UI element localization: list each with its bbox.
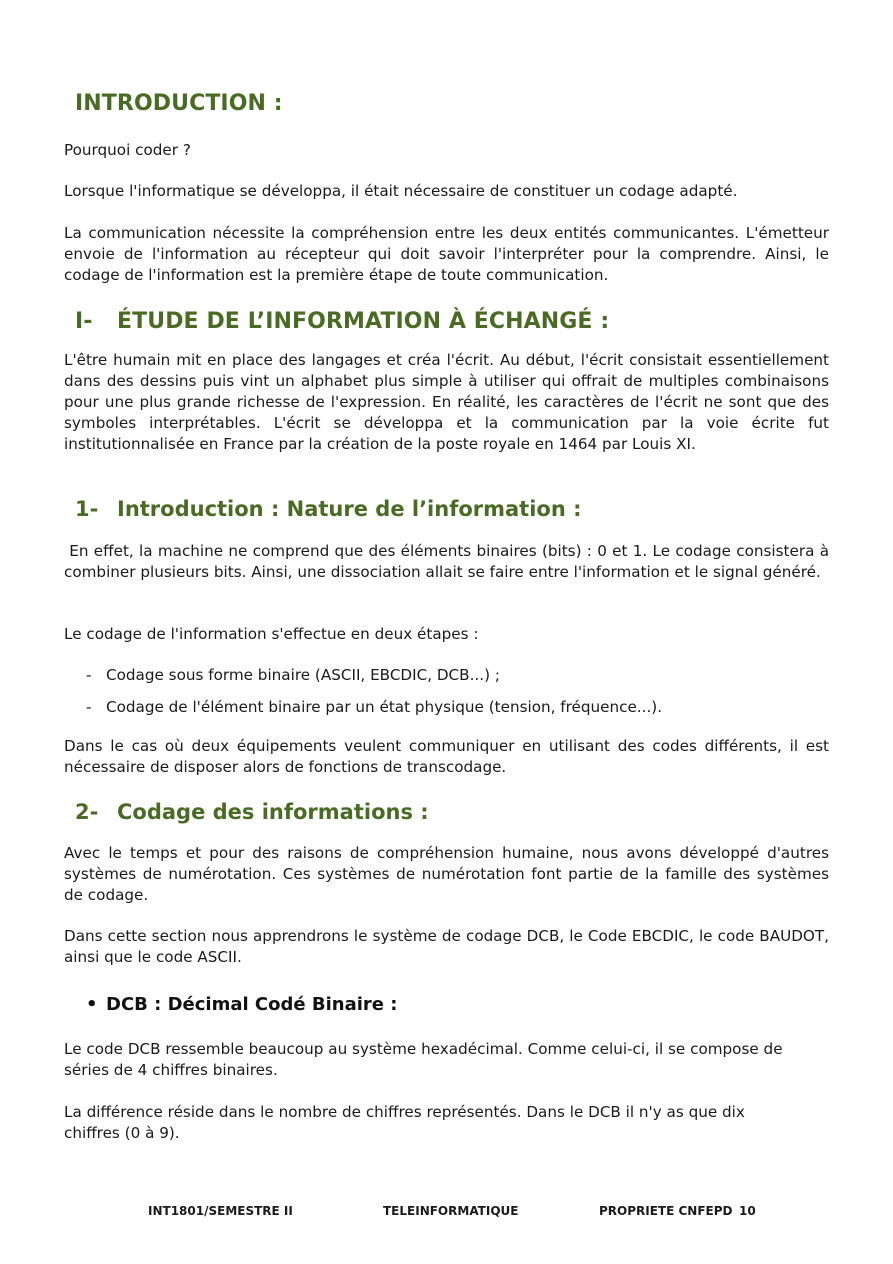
subsection-1-title: Introduction : Nature de l’information : xyxy=(117,497,582,521)
subsection-1-paragraph-3: Dans le cas où deux équipements veulent communiquer en utilisant des codes différents, il est nécessaire de disposer alors de fonctions de transcodage. xyxy=(64,737,829,776)
section-1-paragraph: L'être humain mit en place des langages et créa l'écrit. Au début, l'écrit consistait essentiellement dans des dessins puis vint un alphabet plus simple à utiliser qui offrait de multiples combinaisons pour une plus grande richesse de l'expression. En réalité, les caractères de l'écrit ne sont que des symboles interprétables. L'écrit se développa et la communication par la voie écrite fut institutionnalisée en France par la création de la poste royale en 1464 par Louis XI. xyxy=(64,351,829,453)
section-1-title: ÉTUDE DE L’INFORMATION À ÉCHANGÉ : xyxy=(117,309,610,334)
subsection-2-paragraph-2: Dans cette section nous apprendrons le système de codage DCB, le Code EBCDIC, le code BAUDOT, ainsi que le code ASCII. xyxy=(64,927,829,966)
footer-page-number: 10 xyxy=(739,1204,756,1218)
subsection-2-number: 2- xyxy=(75,800,99,824)
subsection-2-paragraph-1: Avec le temps et pour des raisons de compréhension humaine, nous avons développé d'autres systèmes de numérotation. Ces systèmes de numérotation font partie de la famille des systèmes de codage. xyxy=(64,844,829,904)
intro-paragraph-2: La communication nécessite la compréhension entre les deux entités communicantes. L'émetteur envoie de l'information au récepteur qui doit savoir l'interpréter pour la comprendre. Ainsi, le codage de l'information est la première étape de toute communication. xyxy=(64,224,829,284)
subsection-2-heading xyxy=(75,800,429,824)
intro-paragraph-1: Lorsque l'informatique se développa, il était nécessaire de constituer un codage adapté. xyxy=(64,182,738,200)
intro-question: Pourquoi coder ? xyxy=(64,141,191,159)
footer-owner: PROPRIETE CNFEPD xyxy=(599,1204,733,1218)
subsection-2-paragraph-4: La différence réside dans le nombre de chiffres représentés. Dans le DCB il n'y as que dix chiffres (0 à 9). xyxy=(64,1103,745,1142)
bullet-icon: • xyxy=(86,994,98,1015)
subsection-1-heading xyxy=(75,497,582,521)
subsection-2-paragraph-3: Le code DCB ressemble beaucoup au système hexadécimal. Comme celui-ci, il se compose de séries de 4 chiffres binaires. xyxy=(64,1040,783,1079)
subsection-1-paragraph-2: Le codage de l'information s'effectue en deux étapes : xyxy=(64,625,479,643)
dash-marker: - xyxy=(86,698,92,716)
dash-marker: - xyxy=(86,666,92,684)
dcb-heading-text: DCB : Décimal Codé Binaire : xyxy=(106,994,398,1015)
section-1-heading xyxy=(75,309,609,334)
list-item-text: Codage sous forme binaire (ASCII, EBCDIC, DCB...) ; xyxy=(106,666,500,684)
list-item xyxy=(86,665,500,686)
section-1-number: I- xyxy=(75,309,93,334)
subsection-1-number: 1- xyxy=(75,497,99,521)
dcb-bullet-heading xyxy=(86,994,397,1015)
footer-course: INT1801/SEMESTRE II xyxy=(148,1204,293,1218)
list-item xyxy=(86,697,662,718)
intro-heading: INTRODUCTION : xyxy=(75,91,283,116)
footer-subject: TELEINFORMATIQUE xyxy=(383,1204,519,1218)
list-item-text: Codage de l'élément binaire par un état physique (tension, fréquence...). xyxy=(106,698,663,716)
subsection-2-title: Codage des informations : xyxy=(117,800,429,824)
subsection-1-paragraph-1: En effet, la machine ne comprend que des éléments binaires (bits) : 0 et 1. Le codage consistera à combiner plusieurs bits. Ainsi, une dissociation allait se faire entre l'information et le signal généré. xyxy=(64,542,834,581)
